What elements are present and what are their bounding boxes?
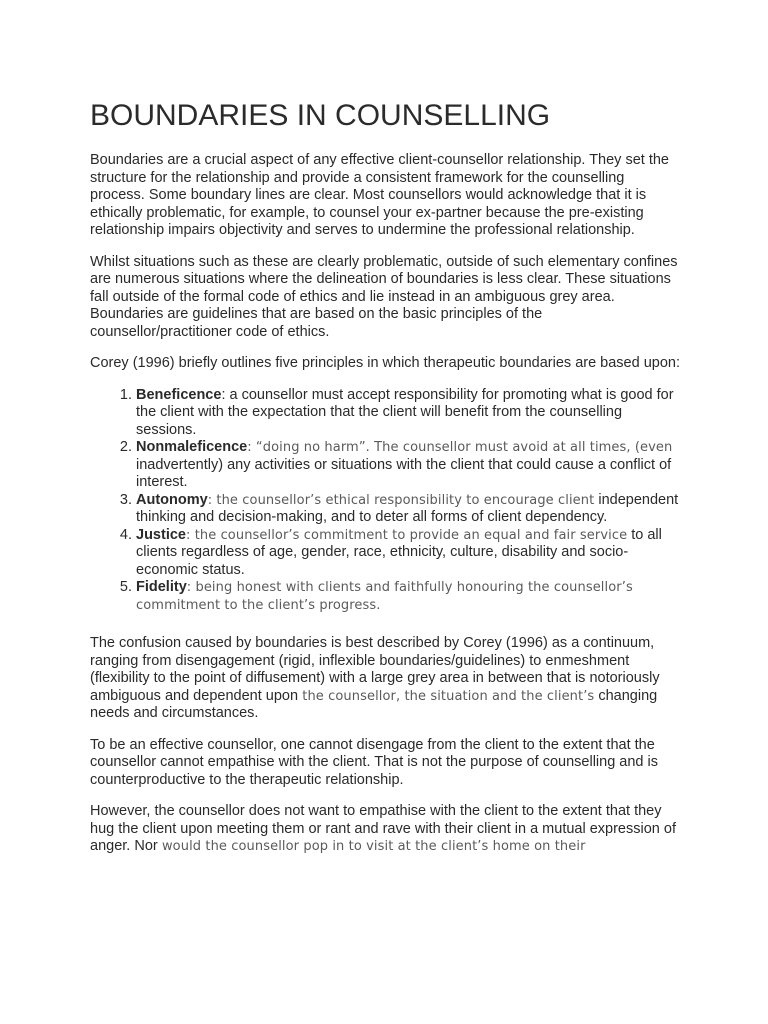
paragraph-text-light: the counsellor, the situation and the client’s — [298, 688, 595, 704]
list-item — [136, 492, 682, 527]
list-item — [136, 527, 682, 580]
principle-text-light: : being honest with clients and faithfully honouring the counsellor’s commitment to the client’s progress. — [136, 580, 633, 613]
principle-text: inadvertently) any activities or situations with the client that could cause a conflict of interest. — [136, 456, 672, 490]
principle-text-light: : the counsellor’s ethical responsibility to encourage client — [207, 492, 595, 508]
paragraph-text: The confusion caused by boundaries is best described by Corey (1996) as a continuum, ranging from disengagement (rigid, inflexible boundaries/guidelines) to enmeshment (flexibility to the point of diffusement) with a large grey area in between that is notoriously ambiguous and dependent upon — [90, 635, 660, 704]
principle-text: to all clients regardless of age, gender, race, ethnicity, culture, disability and socio-economic status. — [136, 526, 662, 578]
paragraph-continuum — [90, 635, 682, 723]
principle-text-light: : “doing no harm”. The counsellor must avoid at all times, (even — [247, 440, 673, 455]
principle-text: : a counsellor must accept responsibility for promoting what is good for the client with the expectation that the client will benefit from the counselling sessions. — [136, 386, 674, 438]
paragraph-text: However, the counsellor does not want to empathise with the client to the extent that they hug the client upon meeting them or rant and rave with their client in a mutual expression of anger. Nor — [90, 803, 676, 854]
principle-text: independent thinking and decision-making, and to deter all forms of client dependency. — [136, 491, 679, 525]
paragraph-corey-intro: Corey (1996) briefly outlines five principles in which therapeutic boundaries are based upon: — [90, 355, 681, 371]
principle-term: Nonmaleficence — [136, 439, 248, 455]
list-item — [136, 579, 682, 614]
paragraph-text: changing needs and circumstances. — [90, 687, 658, 721]
paragraph-grey-area: Whilst situations such as these are clearly problematic, outside of such elementary confines are numerous situations where the delineation of boundaries is less clear. These situations fall outside of the formal code of ethics and lie instead in an ambiguous grey area. Boundaries are guidelines that are based on the basic principles of the counsellor/practitioner code of ethics. — [90, 253, 678, 340]
principle-term: Fidelity — [136, 579, 187, 595]
page-title: BOUNDARIES IN COUNSELLING — [90, 99, 551, 132]
paragraph-empathy — [90, 803, 682, 856]
list-item — [136, 387, 682, 440]
principle-term: Autonomy — [136, 491, 208, 508]
principles-list — [90, 387, 682, 615]
principle-term: Beneficence — [136, 386, 222, 403]
paragraph-effective-counsellor: To be an effective counsellor, one cannot disengage from the client to the extent that the counsellor cannot empathise with the client. That is not the purpose of counselling and is counterproductive to the therapeutic relationship. — [90, 736, 658, 788]
paragraph-intro: Boundaries are a crucial aspect of any effective client-counsellor relationship. They set the structure for the relationship and provide a consistent framework for the counselling process. Some boundary lines are clear. Most counsellors would acknowledge that it is ethically problematic, for example, to counsel your ex-partner because the pre-existing relationship impairs objectivity and serves to undermine the professional relationship. — [90, 152, 669, 238]
principle-term: Justice — [136, 526, 186, 543]
list-item — [136, 439, 682, 492]
paragraph-text-light: would the counsellor pop in to visit at the client’s home on their — [157, 839, 586, 854]
principle-text-light: : the counsellor’s commitment to provide an equal and fair service — [185, 527, 628, 543]
